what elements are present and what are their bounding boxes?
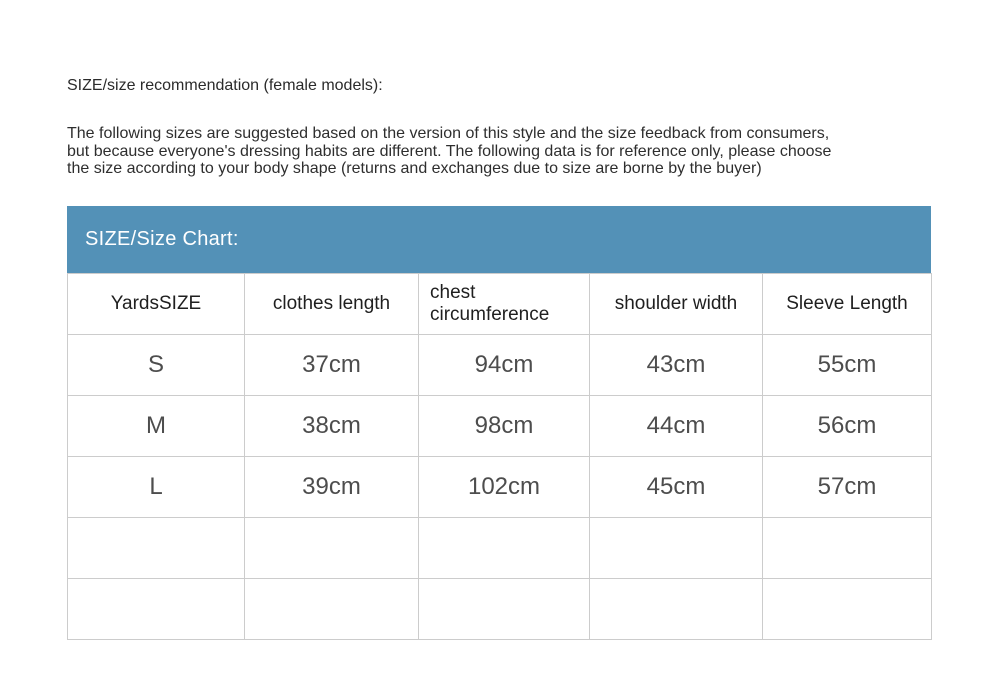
empty-cell (419, 518, 590, 579)
size-chart-title-bar (67, 206, 931, 273)
empty-cell (68, 518, 245, 579)
cell-clothes-length-s: 37cm (245, 335, 419, 396)
cell-clothes-length-l: 39cm (245, 457, 419, 518)
cell-clothes-length-m: 38cm (245, 396, 419, 457)
empty-cell (245, 518, 419, 579)
size-chart-title: SIZE/Size Chart: (85, 228, 239, 250)
table-row-m (68, 396, 932, 457)
empty-cell (763, 518, 932, 579)
table-row-l (68, 457, 932, 518)
column-header-clothes-length: clothes length (245, 274, 419, 335)
cell-shoulder-l: 45cm (590, 457, 763, 518)
cell-sleeve-l: 57cm (763, 457, 932, 518)
intro-line-2: but because everyone's dressing habits are different. The following data is for reference only, please choose (67, 142, 832, 160)
cell-sleeve-m: 56cm (763, 396, 932, 457)
empty-cell (68, 579, 245, 640)
column-header-sleeve-length: Sleeve Length (763, 274, 932, 335)
cell-shoulder-s: 43cm (590, 335, 763, 396)
intro-line-1: The following sizes are suggested based on the version of this style and the size feedback from consumers, (67, 125, 830, 142)
table-row-s (68, 335, 932, 396)
cell-shoulder-m: 44cm (590, 396, 763, 457)
cell-size-m: M (68, 396, 245, 457)
table-empty-row-2 (68, 579, 932, 640)
cell-chest-m: 98cm (419, 396, 590, 457)
column-header-chest-circumference: chest circumference (419, 274, 590, 335)
size-chart-table (67, 273, 932, 640)
table-header-row (68, 274, 932, 335)
intro-line-3: the size according to your body shape (returns and exchanges due to size are borne by the buyer) (67, 160, 762, 177)
cell-chest-l: 102cm (419, 457, 590, 518)
cell-size-s: S (68, 335, 245, 396)
empty-cell (245, 579, 419, 640)
page-title: SIZE/size recommendation (female models): (67, 77, 383, 94)
intro-paragraph (67, 125, 831, 178)
empty-cell (590, 518, 763, 579)
cell-sleeve-s: 55cm (763, 335, 932, 396)
empty-cell (763, 579, 932, 640)
size-chart-section (67, 206, 931, 640)
empty-cell (590, 579, 763, 640)
column-header-size: YardsSIZE (68, 274, 245, 335)
cell-chest-s: 94cm (419, 335, 590, 396)
empty-cell (419, 579, 590, 640)
cell-size-l: L (68, 457, 245, 518)
column-header-shoulder-width: shoulder width (590, 274, 763, 335)
table-empty-row-1 (68, 518, 932, 579)
